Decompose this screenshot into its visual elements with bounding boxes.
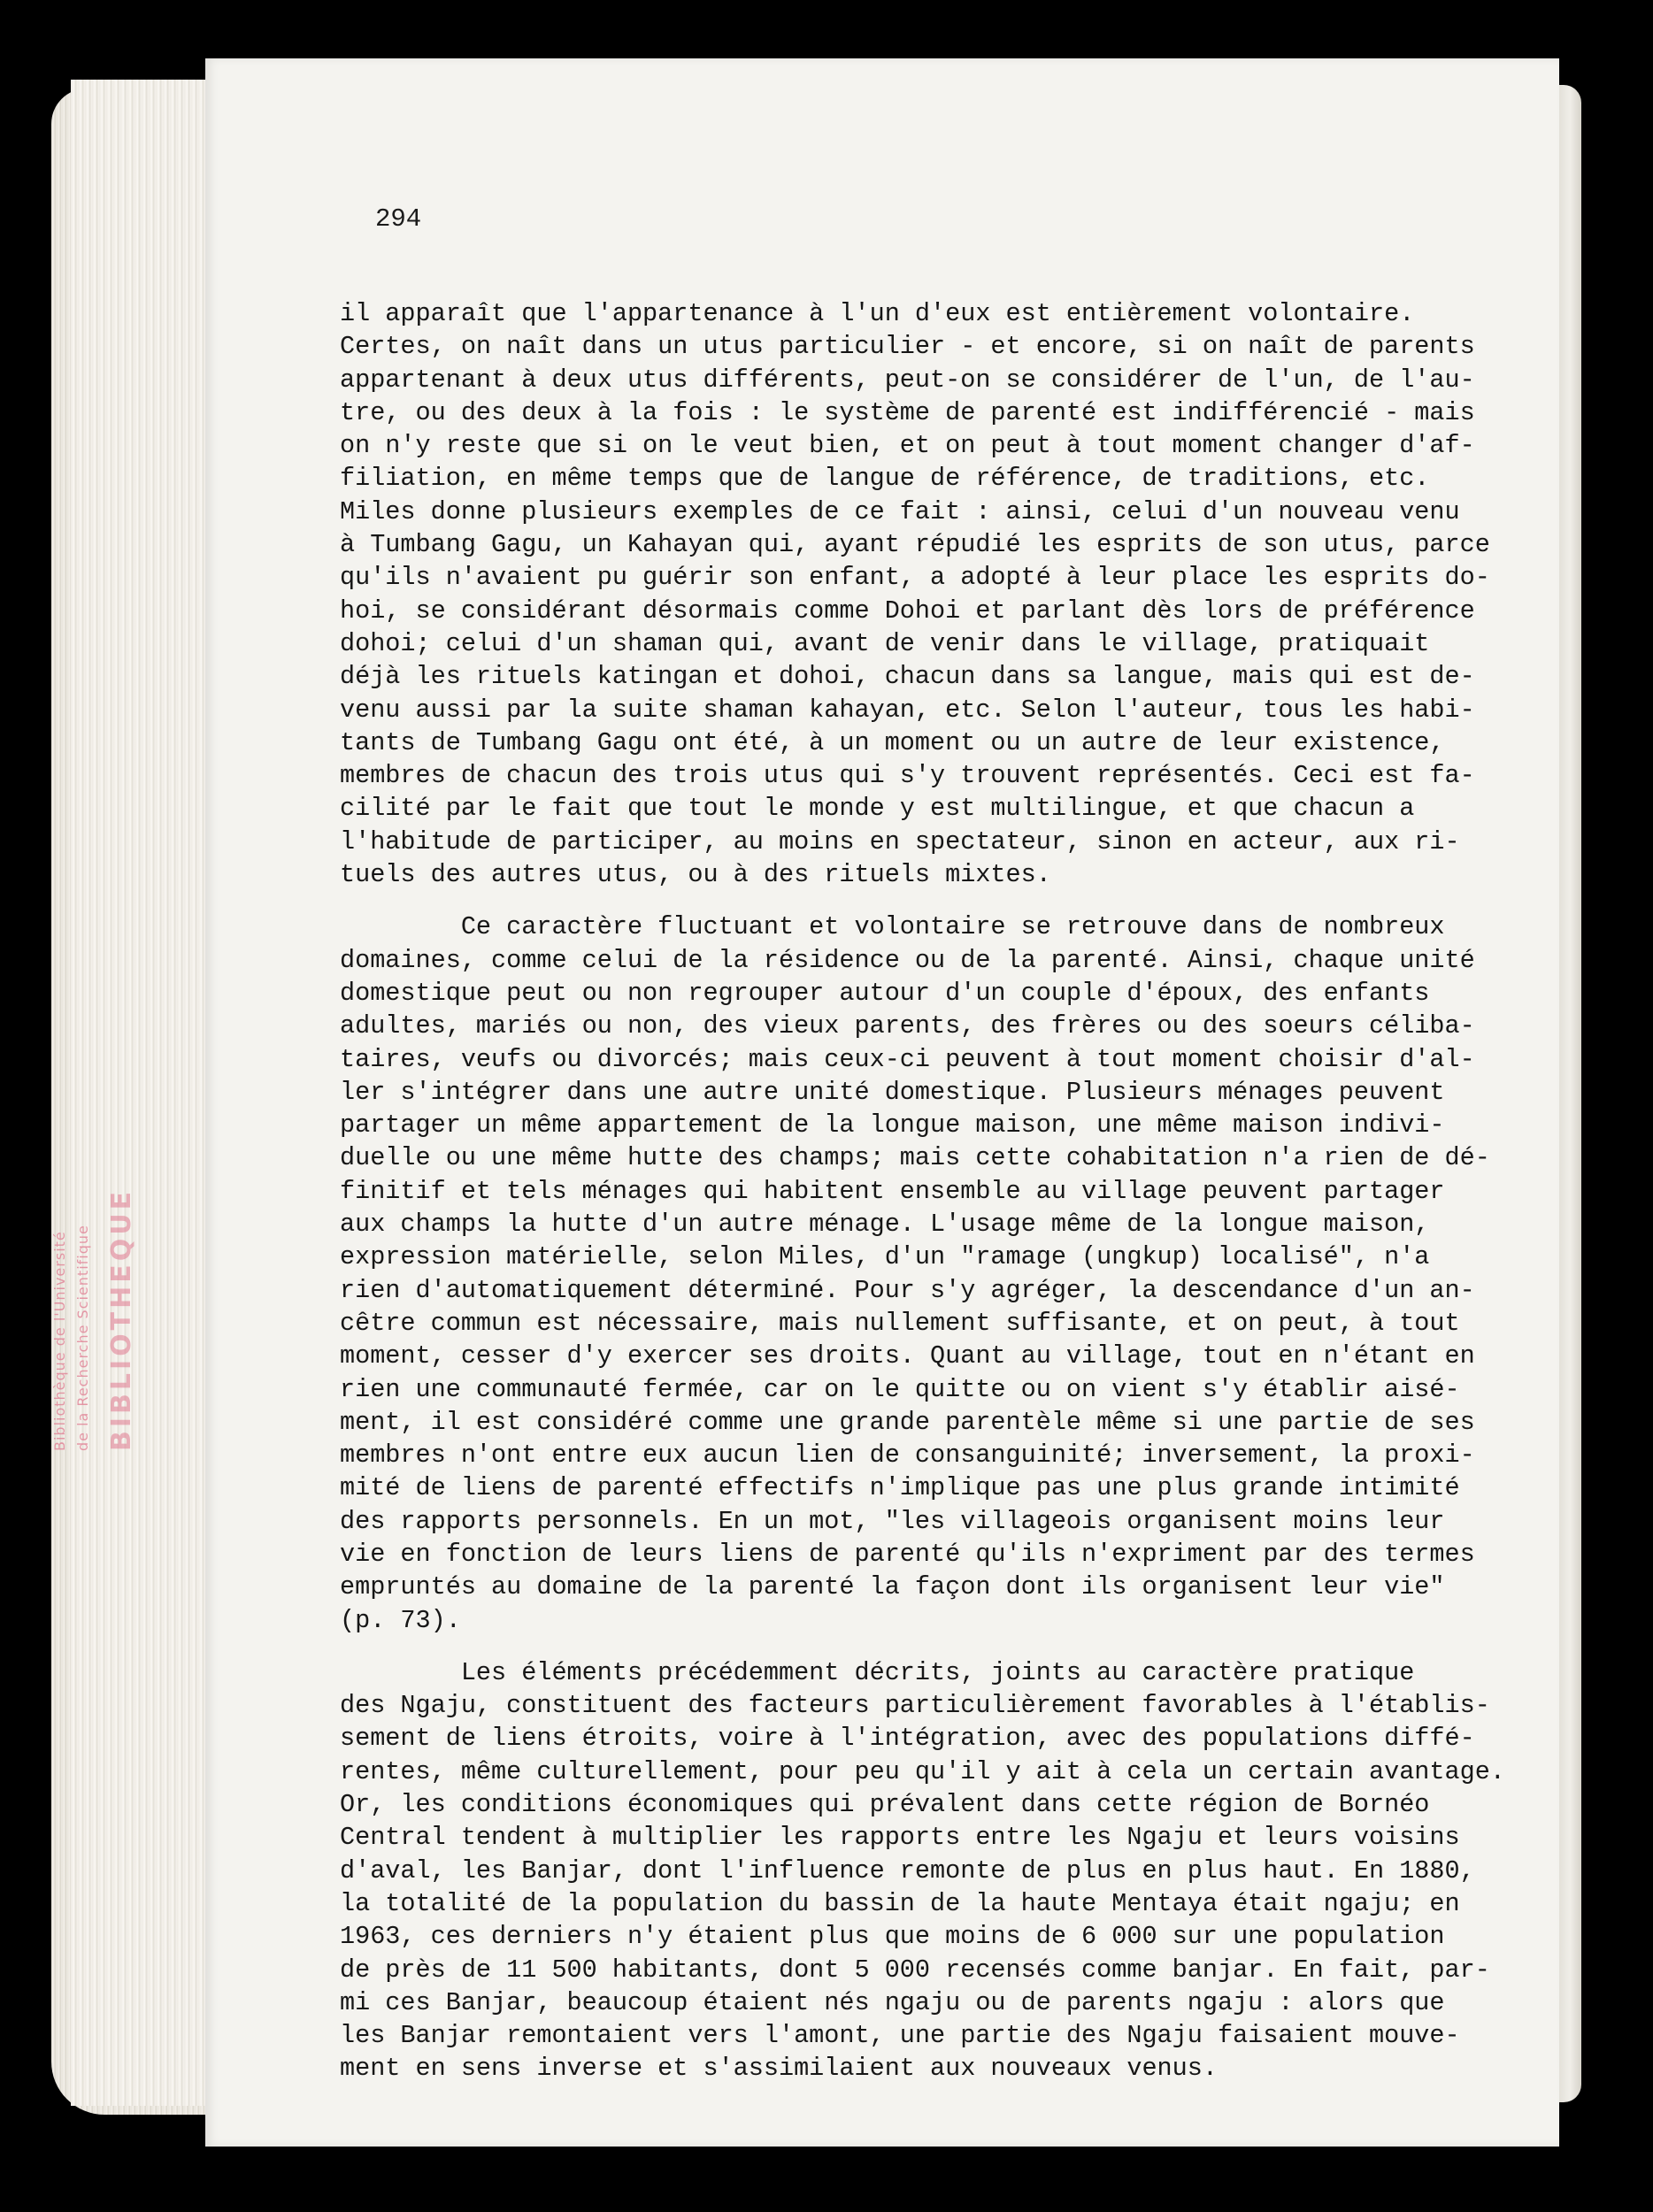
- text-line: Certes, on naît dans un utus particulier - et encore, si on naît de parents: [340, 332, 1475, 362]
- stamp-line: Bibliothèque de l'Université: [51, 1231, 68, 1451]
- text-line: Miles donne plusieurs exemples de ce fait : ainsi, celui d'un nouveau venu: [340, 496, 1460, 526]
- text-line: qu'ils n'avaient pu guérir son enfant, a adopté à leur place les esprits do-: [340, 563, 1490, 593]
- text-line: membres n'ont entre eux aucun lien de consanguinité; inversement, la proxi-: [340, 1440, 1475, 1471]
- text-line: déjà les rituels katingan et dohoi, chacun dans sa langue, mais qui est de-: [340, 662, 1475, 692]
- text-line: rien une communauté fermée, car on le quitte ou on vient s'y établir aisé-: [340, 1374, 1460, 1404]
- text-line: hoi, se considérant désormais comme Dohoi et parlant dès lors de préférence: [340, 595, 1475, 626]
- text-line: Or, les conditions économiques qui prévalent dans cette région de Bornéo: [340, 1790, 1430, 1820]
- text-line: ler s'intégrer dans une autre unité domestique. Plusieurs ménages peuvent: [340, 1077, 1445, 1107]
- library-stamp: [44, 885, 159, 1451]
- text-line: 1963, ces derniers n'y étaient plus que moins de 6 000 sur une population: [340, 1922, 1445, 1952]
- page-number: 294: [375, 204, 422, 234]
- stamp-line: de la Recherche Scientifique: [74, 1225, 91, 1451]
- text-line: mité de liens de parenté effectifs n'implique pas une plus grande intimité: [340, 1473, 1460, 1503]
- text-line: (p. 73).: [340, 1605, 461, 1635]
- text-line: adultes, mariés ou non, des vieux parents, des frères ou des soeurs céliba-: [340, 1011, 1475, 1041]
- text-line: finitif et tels ménages qui habitent ensemble au village peuvent partager: [340, 1176, 1445, 1206]
- paragraph: [340, 297, 1490, 891]
- text-line: Ce caractère fluctuant et volontaire se retrouve dans de nombreux: [340, 912, 1445, 942]
- text-line: de près de 11 500 habitants, dont 5 000 recensés comme banjar. En fait, par-: [340, 1955, 1490, 1985]
- text-line: tants de Tumbang Gagu ont été, à un moment ou un autre de leur existence,: [340, 727, 1445, 757]
- text-line: filiation, en même temps que de langue de référence, de traditions, etc.: [340, 464, 1430, 494]
- text-line: moment, cesser d'y exercer ses droits. Quant au village, tout en n'étant en: [340, 1341, 1475, 1371]
- text-line: la totalité de la population du bassin de la haute Mentaya était ngaju; en: [340, 1888, 1460, 1918]
- text-line: aux champs la hutte d'un autre ménage. L'usage même de la longue maison,: [340, 1210, 1430, 1240]
- text-line: ment, il est considéré comme une grande parentèle même si une partie de ses: [340, 1407, 1475, 1437]
- text-line: Central tendent à multiplier les rapports entre les Ngaju et leurs voisins: [340, 1823, 1460, 1853]
- text-line: sement de liens étroits, voire à l'intégration, avec des populations diffé-: [340, 1724, 1475, 1754]
- text-line: il apparaît que l'appartenance à l'un d'eux est entièrement volontaire.: [340, 299, 1415, 328]
- text-line: l'habitude de participer, au moins en spectateur, sinon en acteur, aux ri-: [340, 826, 1460, 856]
- text-line: les Banjar remontaient vers l'amont, une partie des Ngaju faisaient mouve-: [340, 2021, 1460, 2051]
- text-line: membres de chacun des trois utus qui s'y trouvent représentés. Ceci est fa-: [340, 761, 1475, 791]
- text-line: taires, veufs ou divorcés; mais ceux-ci peuvent à tout moment choisir d'al-: [340, 1044, 1475, 1074]
- text-line: tuels des autres utus, ou à des rituels mixtes.: [340, 860, 1051, 890]
- text-line: vie en fonction de leurs liens de parenté qu'ils n'expriment par des termes: [340, 1539, 1475, 1569]
- text-line: d'aval, les Banjar, dont l'influence remonte de plus en plus haut. En 1880,: [340, 1855, 1475, 1886]
- text-line: venu aussi par la suite shaman kahayan, etc. Selon l'auteur, tous les habi-: [340, 695, 1475, 725]
- text-line: ment en sens inverse et s'assimilaient aux nouveaux venus.: [340, 2054, 1218, 2084]
- text-line: cêtre commun est nécessaire, mais nullement suffisante, et on peut, à tout: [340, 1308, 1460, 1338]
- text-line: Les éléments précédemment décrits, joints au caractère pratique: [340, 1657, 1415, 1687]
- text-line: des Ngaju, constituent des facteurs particulièrement favorables à l'établis-: [340, 1691, 1490, 1721]
- paragraph: [340, 1656, 1505, 2085]
- paragraph: [340, 910, 1490, 1637]
- book-page: [205, 58, 1559, 2147]
- text-line: mi ces Banjar, beaucoup étaient nés ngaju ou de parents ngaju : alors que: [340, 1987, 1445, 2017]
- text-line: rentes, même culturellement, pour peu qu'il y ait à cela un certain avantage.: [340, 1756, 1505, 1786]
- text-line: à Tumbang Gagu, un Kahayan qui, ayant répudié les esprits de son utus, parce: [340, 530, 1490, 560]
- text-line: appartenant à deux utus différents, peut-on se considérer de l'un, de l'au-: [340, 365, 1475, 395]
- text-line: duelle ou une même hutte des champs; mais cette cohabitation n'a rien de dé-: [340, 1143, 1490, 1173]
- text-line: cilité par le fait que tout le monde y est multilingue, et que chacun a: [340, 794, 1415, 824]
- text-line: des rapports personnels. En un mot, "les villageois organisent moins leur: [340, 1506, 1445, 1536]
- text-line: expression matérielle, selon Miles, d'un "ramage (ungkup) localisé", n'a: [340, 1242, 1430, 1272]
- text-line: domaines, comme celui de la résidence ou de la parenté. Ainsi, chaque unité: [340, 945, 1475, 975]
- text-line: domestique peut ou non regrouper autour d'un couple d'époux, des enfants: [340, 978, 1430, 1008]
- text-line: dohoi; celui d'un shaman qui, avant de venir dans le village, pratiquait: [340, 628, 1430, 658]
- text-line: empruntés au domaine de la parenté la façon dont ils organisent leur vie": [340, 1572, 1445, 1602]
- body-text: [340, 297, 1505, 2085]
- text-line: tre, ou des deux à la fois : le système de parenté est indifférencié - mais: [340, 397, 1475, 427]
- text-line: on n'y reste que si on le veut bien, et on peut à tout moment changer d'af-: [340, 431, 1475, 461]
- stamp-title: BIBLIOTHEQUE: [106, 1187, 137, 1451]
- text-line: rien d'automatiquement déterminé. Pour s'y agréger, la descendance d'un an-: [340, 1275, 1475, 1305]
- text-line: partager un même appartement de la longue maison, une même maison indivi-: [340, 1110, 1445, 1141]
